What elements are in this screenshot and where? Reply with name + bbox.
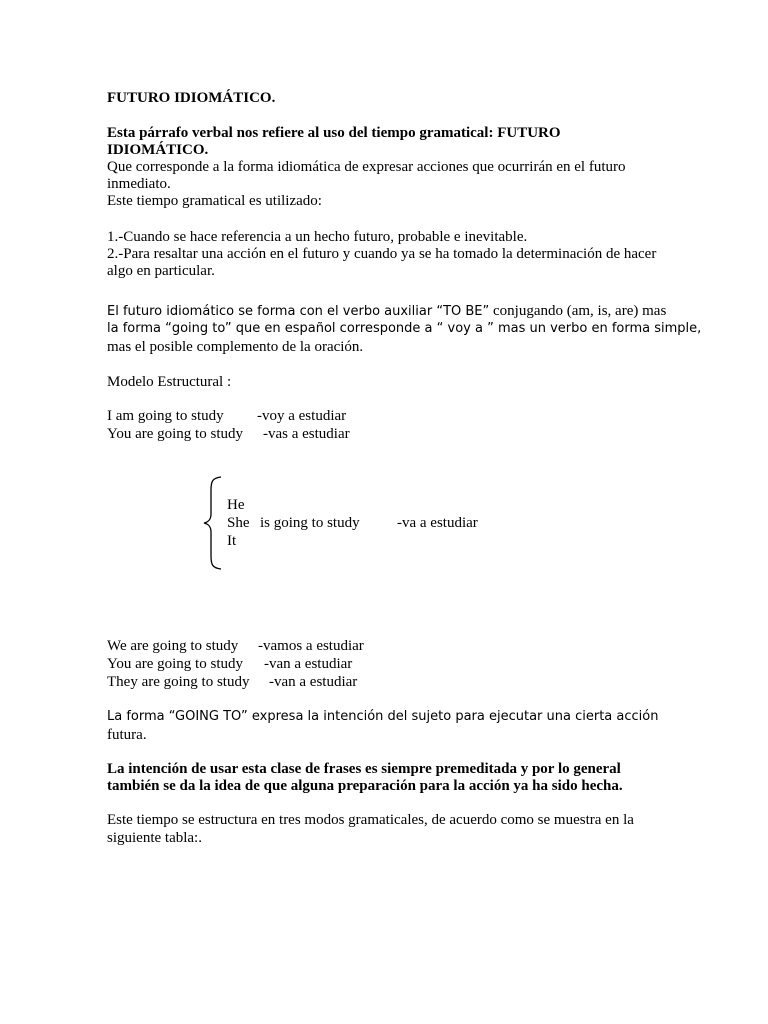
brace-subject: It — [227, 533, 237, 549]
going-to-line-2: futura. — [107, 727, 147, 743]
example-es: -vas a estudiar — [263, 426, 350, 442]
intro-bold-line-2: IDIOMÁTICO. — [107, 142, 209, 158]
example-es: -voy a estudiar — [257, 408, 347, 424]
model-label: Modelo Estructural : — [107, 374, 232, 390]
intention-line-2: también se da la idea de que alguna preparación para la acción ya ha sido hecha. — [107, 778, 623, 794]
use-item-1: 1.-Cuando se hace referencia a un hecho futuro, probable e inevitable. — [107, 229, 528, 245]
example-es: -van a estudiar — [264, 656, 353, 672]
example-en: We are going to study — [107, 638, 239, 654]
intro-bold-line-1: Esta párrafo verbal nos refiere al uso del tiempo gramatical: FUTURO — [107, 125, 561, 141]
brace-verb: is going to study — [260, 515, 360, 531]
formation-line-1-serif: conjugando (am, is, are) mas — [489, 303, 667, 319]
use-item-2-line-1: 2.-Para resaltar una acción en el futuro y cuando ya se ha tomado la determinación de hacer — [107, 246, 657, 262]
formation-line-1-sans: El futuro idiomático se forma con el verbo auxiliar “TO BE” — [107, 304, 490, 319]
curly-brace — [202, 476, 224, 570]
structure-line-2: siguiente tabla:. — [107, 830, 202, 846]
intention-line-1: La intención de usar esta clase de frases es siempre premeditada y por lo general — [107, 761, 621, 777]
description-line-1: Que corresponde a la forma idiomática de expresar acciones que ocurrirán en el futuro — [107, 159, 626, 175]
description-line-2: inmediato. — [107, 176, 171, 192]
formation-line-3: mas el posible complemento de la oración. — [107, 339, 364, 355]
brace-subject: He — [227, 497, 245, 513]
brace-subject: She — [227, 515, 250, 531]
description-line-3: Este tiempo gramatical es utilizado: — [107, 193, 322, 209]
page-title: FUTURO IDIOMÁTICO. — [107, 90, 276, 106]
structure-line-1: Este tiempo se estructura en tres modos gramaticales, de acuerdo como se muestra en la — [107, 812, 634, 828]
going-to-line-1: La forma “GOING TO” expresa la intención del sujeto para ejecutar una cierta acción — [107, 709, 659, 724]
example-en: You are going to study — [107, 656, 243, 672]
example-en: You are going to study — [107, 426, 243, 442]
example-en: They are going to study — [107, 674, 250, 690]
formation-line-1 — [107, 302, 666, 321]
brace-es: -va a estudiar — [397, 515, 478, 531]
example-es: -vamos a estudiar — [258, 638, 364, 654]
example-es: -van a estudiar — [269, 674, 358, 690]
formation-line-2: la forma “going to” que en español corresponde a “ voy a ” mas un verbo en forma simple, — [107, 321, 702, 336]
use-item-2-line-2: algo en particular. — [107, 263, 215, 279]
example-en: I am going to study — [107, 408, 224, 424]
